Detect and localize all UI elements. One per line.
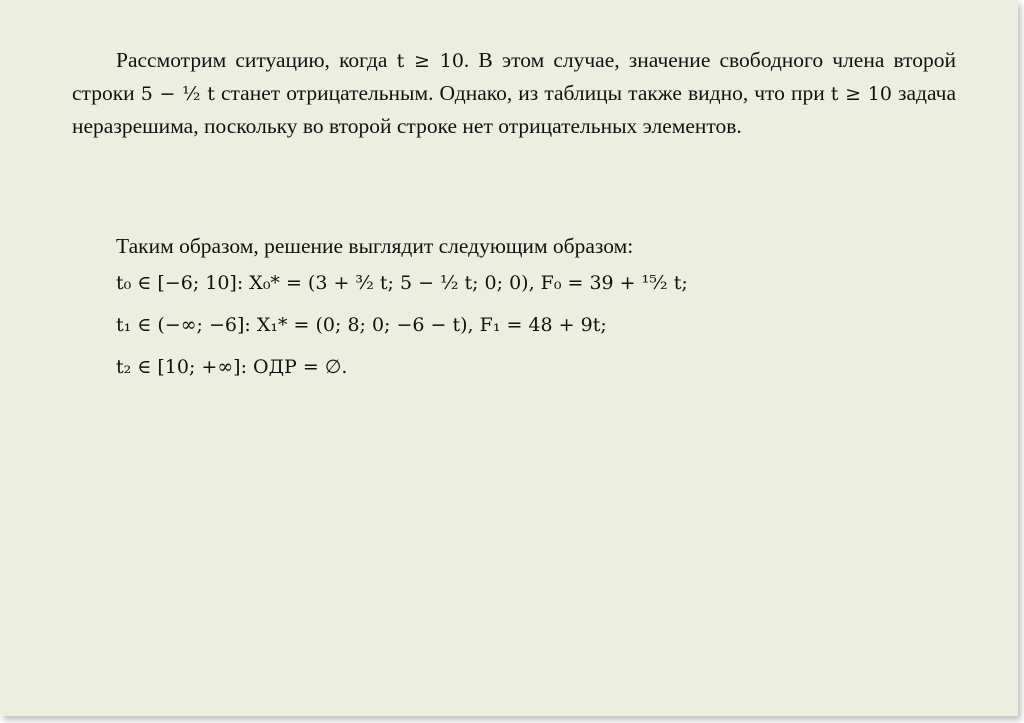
solution-line-t0: t₀ ∈ [−6; 10]: X₀* = (3 + ³⁄₂ t; 5 − ¹⁄₂ t; 0; 0), F₀ = 39 + ¹⁵⁄₂ t; bbox=[116, 272, 688, 294]
math-inline: t ≥ 10 bbox=[830, 83, 892, 105]
paragraph-case-analysis bbox=[72, 44, 956, 142]
paragraph-text: задача неразрешима, поскольку во второй строке нет отрицательных элементов. bbox=[72, 81, 957, 138]
paragraph-text: станет отрицательным. Однако, из таблицы также видно, что при bbox=[214, 81, 831, 105]
solution-line-t1: t₁ ∈ (−∞; −6]: X₁* = (0; 8; 0; −6 − t), F₁ = 48 + 9t; bbox=[116, 314, 607, 336]
math-inline: t ≥ 10 bbox=[396, 50, 464, 72]
paragraph-conclusion: Таким образом, решение выглядит следующим образом: bbox=[116, 234, 634, 258]
paragraph-text: Рассмотрим ситуацию, когда bbox=[116, 48, 397, 72]
math-inline: 5 − ¹⁄₂ t bbox=[140, 83, 215, 105]
paragraph-text: . В этом случае, значение свободного члена второй строки bbox=[72, 48, 956, 105]
solution-line-t2: t₂ ∈ [10; +∞]: ОДР = ∅. bbox=[116, 356, 348, 378]
